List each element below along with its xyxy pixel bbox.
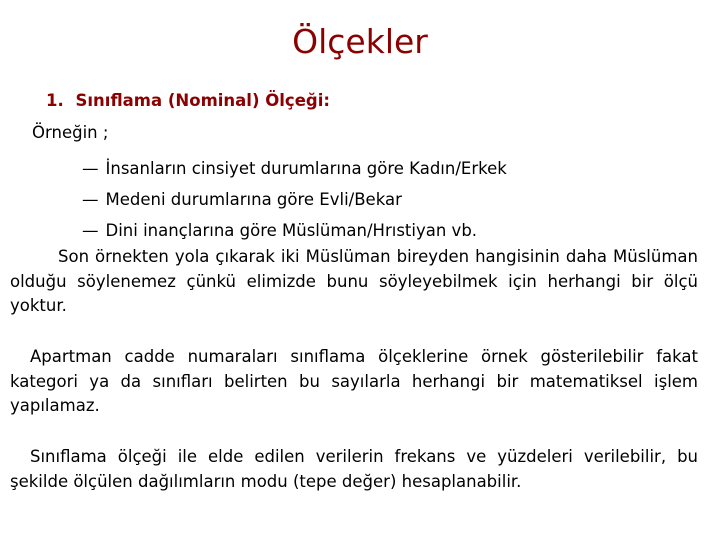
- intro-text: Örneğin ;: [32, 123, 109, 142]
- dash-bullet: —: [82, 159, 99, 178]
- list-item: [82, 184, 507, 215]
- paragraph-apartment-numbers: Apartman cadde numaraları sınıflama ölçeklerine örnek gösterilebilir fakat kategori ya da sınıfları belirten bu sayılarla herhangi bir matematiksel işlem yapılamaz.: [10, 347, 698, 415]
- list-item: [82, 153, 507, 184]
- list-item: [82, 215, 507, 246]
- slide-title: Ölçekler: [292, 22, 428, 61]
- heading-text: Sınıflama (Nominal) Ölçeği:: [75, 91, 330, 110]
- example-list: [82, 153, 507, 246]
- dash-bullet: —: [82, 190, 99, 209]
- list-item-text: Dini inançlarına göre Müslüman/Hrıstiyan vb.: [105, 221, 478, 240]
- list-item-text: Medeni durumlarına göre Evli/Bekar: [105, 190, 402, 209]
- dash-bullet: —: [82, 221, 99, 240]
- section-heading: [46, 91, 330, 110]
- list-item-text: İnsanların cinsiyet durumlarına göre Kadın/Erkek: [105, 159, 507, 178]
- paragraph-conclusion: Son örnekten yola çıkarak iki Müslüman bireyden hangisinin daha Müslüman olduğu söylenemez çünkü elimizde bunu söyleyebilmek için herhangi bir ölçü yoktur.: [10, 247, 698, 315]
- paragraph-frequency-mode: Sınıflama ölçeği ile elde edilen verilerin frekans ve yüzdeleri verilebilir, bu şekilde ölçülen dağılımların modu (tepe değer) hesaplanabilir.: [10, 447, 698, 491]
- heading-number: 1.: [46, 91, 64, 110]
